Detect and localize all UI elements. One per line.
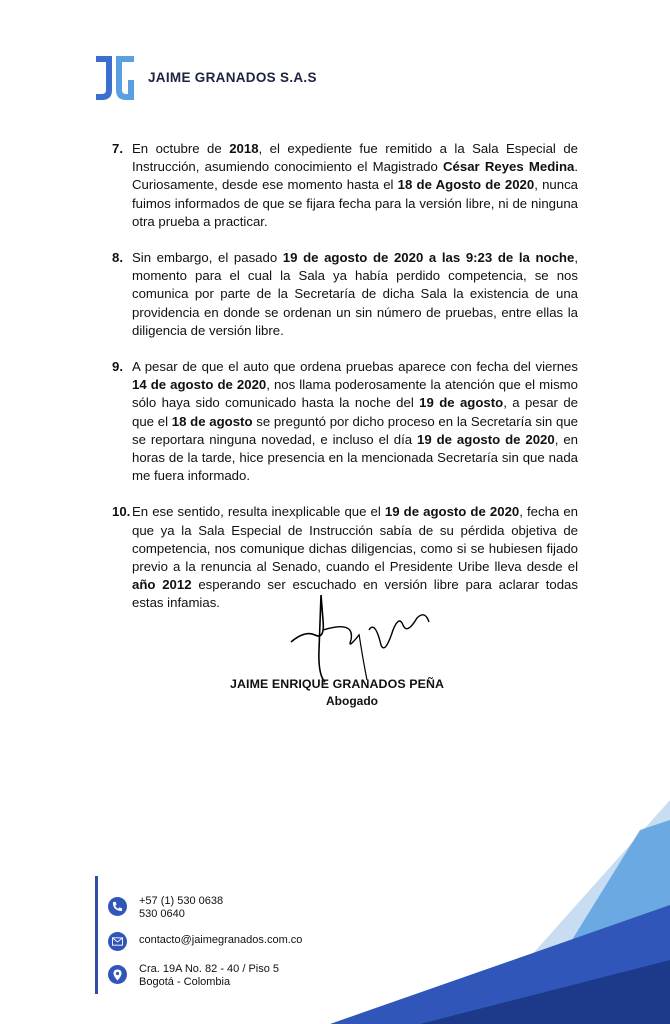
text-segment: esperando ser escuchado en versión libre para aclarar todas estas infamias.: [132, 577, 578, 611]
email-link[interactable]: contacto@jaimegranados.com.co: [139, 934, 303, 946]
text-segment: , nos llama poderosamente la atención que el mismo sólo haya sido comunicado hasta la noche del: [132, 377, 578, 411]
bold-text-segment: César Reyes Medina: [443, 159, 575, 175]
text-segment: . Curiosamente, desde ese momento hasta el: [132, 159, 579, 193]
phone-line-1: +57 (1) 530 0638: [139, 895, 224, 907]
text-segment: , el expediente fue remitido a la Sala Especial de Instrucción, asumiendo conocimiento el Magistrado: [132, 141, 578, 175]
phone-line-2: 530 0640: [139, 908, 185, 920]
text-segment: , momento para el cual la Sala ya había perdido competencia, se nos comunica por parte de la Secretaría de dicha Sala la existencia de una providencia en donde se ordenan un sin número de pruebas, entre ellas la diligencia de versión libre.: [132, 250, 578, 338]
paragraph-text: [132, 250, 578, 338]
text-segment: , a pesar de que el: [132, 395, 578, 429]
paragraph-number: 10.: [112, 504, 131, 520]
numbered-paragraph: [112, 140, 578, 231]
bold-text-segment: 18 de agosto: [171, 413, 253, 429]
signer-name: JAIME ENRIQUE GRANADOS PEÑA: [230, 677, 445, 691]
bold-text-segment: 19 de agosto: [419, 395, 504, 411]
footer-address: [108, 963, 279, 989]
bold-text-segment: 2018: [229, 141, 259, 156]
footer-email: [108, 930, 302, 951]
bold-text-segment: 14 de agosto de 2020: [132, 377, 267, 393]
logo-mark-icon: [92, 50, 138, 104]
paragraph-number: 8.: [112, 250, 123, 266]
text-segment: , en horas de la tarde, hice presencia en la mencionada Secretaría sin que nada me fuera informado.: [132, 431, 578, 484]
text-segment: , nunca fuimos informados de que se fijara fecha para la versión libre, ni de ninguna otra prueba a practicar.: [132, 177, 579, 229]
text-segment: , fecha en que ya la Sala Especial de Instrucción sabía de su pérdida objetiva de competencia, nos comunique dichas diligencias, como si se hubiesen fijado previo a la renuncia al Senado, cuando el Presidente Uribe lleva desde el: [132, 504, 579, 575]
phone-icon: [108, 897, 127, 916]
footer-phone: [108, 895, 223, 921]
text-segment: se preguntó por dicho proceso en la Secretaría sin que se reportara ninguna novedad, e incluso el día: [132, 413, 578, 447]
signer-title: Abogado: [326, 694, 378, 708]
text-segment: A pesar de que el auto que ordena pruebas aparece con fecha del viernes: [132, 359, 578, 375]
bold-text-segment: año 2012: [132, 577, 192, 593]
numbered-paragraph: [112, 249, 578, 340]
numbered-paragraph: [112, 358, 578, 485]
bold-text-segment: 19 de agosto de 2020 a las 9:23 de la noche: [282, 250, 575, 266]
bold-text-segment: 19 de agosto de 2020: [417, 431, 555, 447]
bold-text-segment: 18 de Agosto de 2020: [397, 177, 535, 193]
address-line-1: Cra. 19A No. 82 - 40 / Piso 5: [139, 963, 280, 975]
paragraph-number: 9.: [112, 359, 123, 375]
text-segment: En ese sentido, resulta inexplicable que el: [132, 504, 385, 520]
address-line-2: Bogotá - Colombia: [139, 976, 231, 988]
text-segment: En octubre de: [132, 141, 230, 156]
location-pin-icon: [108, 965, 127, 984]
bold-text-segment: 19 de agosto de 2020: [384, 504, 520, 520]
paragraph-text: [132, 141, 578, 229]
company-name: JAIME GRANADOS S.A.S: [148, 70, 317, 85]
envelope-icon: [108, 932, 127, 951]
document-body: [112, 140, 578, 631]
footer-divider: [95, 876, 98, 994]
paragraph-number: 7.: [112, 141, 123, 156]
handwritten-signature: [285, 590, 435, 685]
paragraph-text: [132, 359, 578, 483]
text-segment: Sin embargo, el pasado: [132, 250, 283, 266]
